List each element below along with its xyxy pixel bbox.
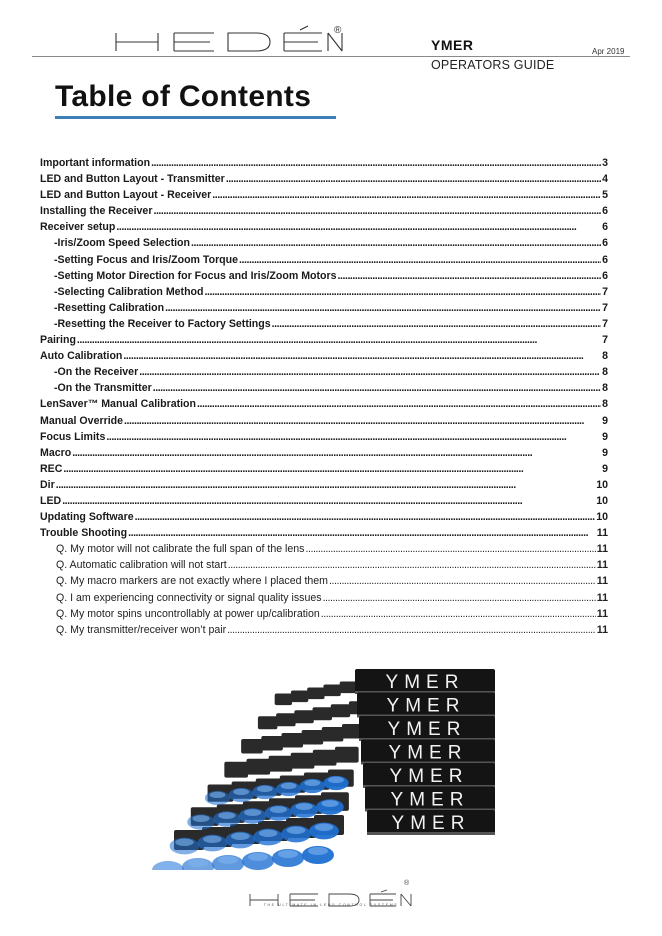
toc-entry[interactable] bbox=[40, 318, 608, 334]
toc-entry[interactable] bbox=[40, 559, 608, 575]
blue-knob-highlight bbox=[248, 853, 268, 861]
ymer-unit-back bbox=[340, 682, 357, 694]
toc-entry-label: Macro bbox=[40, 446, 72, 459]
toc-entry-label: Pairing bbox=[40, 334, 76, 347]
ymer-unit-label: YMER bbox=[385, 672, 465, 693]
toc-entry-page: 8 bbox=[602, 398, 608, 411]
toc-dot-leader bbox=[228, 559, 596, 571]
blue-knob-highlight bbox=[210, 792, 226, 798]
toc-dot-leader bbox=[72, 447, 601, 459]
toc-entry-label: REC bbox=[40, 462, 63, 475]
toc-dot-leader bbox=[165, 302, 601, 314]
toc-entry[interactable] bbox=[40, 334, 608, 350]
toc-entry[interactable] bbox=[40, 543, 608, 559]
toc-dot-leader bbox=[321, 608, 596, 620]
toc-entry-label: -Setting Motor Direction for Focus and Iris/Zoom Motors bbox=[54, 269, 337, 282]
toc-entry[interactable] bbox=[40, 608, 608, 624]
ymer-unit-back bbox=[224, 762, 248, 778]
toc-entry[interactable] bbox=[40, 592, 608, 608]
toc-entry[interactable] bbox=[40, 415, 608, 431]
toc-dot-leader bbox=[106, 431, 601, 443]
toc-entry[interactable] bbox=[40, 189, 608, 205]
toc-dot-leader bbox=[227, 624, 596, 636]
ymer-unit-back bbox=[276, 713, 296, 726]
ymer-unit-back bbox=[302, 730, 324, 744]
blue-knob-highlight bbox=[257, 786, 273, 792]
blue-knob-highlight bbox=[296, 803, 313, 810]
ymer-product-image bbox=[118, 658, 543, 870]
toc-entry-page: 9 bbox=[602, 446, 608, 459]
registered-mark-bottom: ® bbox=[404, 880, 410, 887]
toc-entry-page: 7 bbox=[602, 285, 608, 298]
header-divider bbox=[32, 56, 630, 57]
toc-entry[interactable] bbox=[40, 575, 608, 591]
toc-dot-leader bbox=[338, 270, 602, 282]
toc-entry-page: 11 bbox=[596, 607, 608, 620]
toc-dot-leader bbox=[323, 592, 596, 604]
toc-entry-label: Q. Automatic calibration will not start bbox=[56, 559, 227, 572]
heden-logo-top bbox=[114, 24, 346, 56]
doc-subtitle: OPERATORS GUIDE bbox=[431, 58, 555, 72]
toc-entry-page: 9 bbox=[602, 462, 608, 475]
toc-dot-leader bbox=[62, 495, 595, 507]
toc-entry[interactable] bbox=[40, 431, 608, 447]
toc-entry[interactable] bbox=[40, 221, 608, 237]
toc-entry[interactable] bbox=[40, 157, 608, 173]
toc-dot-leader bbox=[139, 366, 601, 378]
ymer-unit-back bbox=[261, 736, 283, 750]
ymer-unit-label: YMER bbox=[386, 695, 466, 717]
toc-entry-label: Auto Calibration bbox=[40, 350, 123, 363]
toc-dot-leader bbox=[135, 511, 596, 523]
toc-dot-leader bbox=[329, 575, 596, 587]
toc-entry-label: -Resetting Calibration bbox=[54, 301, 165, 314]
footer-tagline: THE ULTIMATE IN LENS CONTROL SYSTEMS bbox=[263, 903, 399, 907]
toc-entry-page: 9 bbox=[602, 414, 608, 427]
toc-entry[interactable] bbox=[40, 366, 608, 382]
toc-entry-page: 11 bbox=[596, 559, 608, 572]
title-underline bbox=[55, 116, 336, 119]
ymer-unit-back bbox=[269, 756, 293, 772]
blue-knob-highlight bbox=[231, 833, 250, 840]
blue-knob-highlight bbox=[270, 806, 287, 813]
ymer-unit-back bbox=[313, 750, 337, 766]
ymer-unit-back bbox=[246, 759, 270, 775]
blue-knob-highlight bbox=[281, 783, 297, 789]
toc-entry[interactable] bbox=[40, 447, 608, 463]
ymer-unit-back bbox=[275, 694, 292, 706]
toc-dot-leader bbox=[191, 237, 601, 249]
toc-entry-label: -On the Receiver bbox=[54, 366, 139, 379]
ymer-unit-back bbox=[323, 685, 340, 697]
toc-dot-leader bbox=[197, 398, 601, 410]
blue-knob-highlight bbox=[278, 850, 298, 858]
doc-product-title: YMER bbox=[431, 37, 474, 53]
blue-knob-highlight bbox=[233, 789, 249, 795]
blue-knob-highlight bbox=[308, 847, 328, 855]
toc-entry-label: Q. My transmitter/receiver won’t pair bbox=[56, 623, 227, 636]
toc-entry[interactable] bbox=[40, 205, 608, 221]
toc-dot-leader bbox=[153, 205, 601, 217]
ymer-unit-back bbox=[313, 707, 333, 720]
toc-dot-leader bbox=[212, 189, 601, 201]
ymer-unit-back bbox=[291, 691, 308, 703]
toc-entry-page: 6 bbox=[602, 253, 608, 266]
toc-entry-label: Receiver setup bbox=[40, 221, 116, 234]
toc-entry[interactable] bbox=[40, 511, 608, 527]
toc-entry-label: Focus Limits bbox=[40, 430, 106, 443]
toc-entry-page: 6 bbox=[602, 237, 608, 250]
toc-entry-label: LED bbox=[40, 494, 62, 507]
blue-knob-highlight bbox=[259, 830, 278, 837]
blue-knob-highlight bbox=[315, 824, 334, 831]
toc-entry-label: LED and Button Layout - Transmitter bbox=[40, 173, 225, 186]
ymer-unit-back bbox=[258, 716, 278, 729]
blue-knob-highlight bbox=[244, 809, 261, 816]
toc-entry-page: 11 bbox=[596, 543, 608, 556]
toc-dot-leader bbox=[128, 527, 596, 539]
toc-entry-page: 11 bbox=[596, 527, 608, 540]
toc-entry-label: Q. I am experiencing connectivity or signal quality issues bbox=[56, 591, 322, 604]
toc-entry-label: Important information bbox=[40, 157, 151, 169]
toc-entry[interactable] bbox=[40, 624, 608, 640]
toc-dot-leader bbox=[77, 334, 601, 346]
blue-knob-highlight bbox=[304, 780, 320, 786]
toc-entry-page: 5 bbox=[602, 189, 608, 202]
toc-entry-page: 9 bbox=[602, 430, 608, 443]
toc-entry-label: -Selecting Calibration Method bbox=[54, 285, 204, 298]
toc-entry-page: 10 bbox=[596, 511, 608, 524]
registered-mark-top: ® bbox=[334, 25, 342, 36]
blue-knob-highlight bbox=[192, 815, 209, 822]
ymer-unit-label: YMER bbox=[391, 813, 471, 834]
toc-dot-leader bbox=[56, 479, 595, 491]
doc-date: Apr 2019 bbox=[592, 47, 625, 56]
toc-dot-leader bbox=[205, 286, 602, 298]
toc-dot-leader bbox=[124, 415, 601, 427]
toc-entry-label: Dir bbox=[40, 478, 55, 491]
toc-entry[interactable] bbox=[40, 479, 608, 495]
toc-entry-page: 7 bbox=[602, 334, 608, 347]
ymer-unit-back bbox=[241, 739, 263, 753]
ymer-unit-back bbox=[281, 733, 303, 747]
toc-entry[interactable] bbox=[40, 237, 608, 253]
toc-entry-label: -Resetting the Receiver to Factory Settings bbox=[54, 317, 271, 330]
toc-entry-page: 11 bbox=[596, 623, 608, 636]
blue-knob-highlight bbox=[203, 836, 222, 843]
toc-dot-leader bbox=[239, 254, 601, 266]
toc-dot-leader bbox=[226, 173, 601, 185]
toc-entry[interactable] bbox=[40, 382, 608, 398]
toc-dot-leader bbox=[63, 463, 601, 475]
blue-knob-highlight bbox=[188, 859, 208, 867]
toc-entry-label: LenSaver™ Manual Calibration bbox=[40, 398, 196, 411]
blue-knob-highlight bbox=[287, 827, 306, 834]
toc-entry-label: Updating Software bbox=[40, 511, 134, 524]
toc-entry[interactable] bbox=[40, 495, 608, 511]
toc-entry-label: Installing the Receiver bbox=[40, 205, 153, 218]
toc-dot-leader bbox=[123, 350, 601, 362]
toc-entry[interactable] bbox=[40, 527, 608, 543]
toc-entry-label: -Setting Focus and Iris/Zoom Torque bbox=[54, 253, 239, 266]
ymer-unit-label: YMER bbox=[388, 742, 468, 764]
toc-dot-leader bbox=[116, 221, 601, 233]
ymer-unit-back bbox=[294, 710, 314, 723]
toc-dot-leader bbox=[153, 382, 601, 394]
toc-entry-label: Q. My motor will not calibrate the full span of the lens bbox=[56, 543, 305, 556]
blue-knob-highlight bbox=[321, 800, 338, 807]
toc-entry-label: Q. My motor spins uncontrollably at power up/calibration bbox=[56, 607, 320, 620]
toc-entry[interactable] bbox=[40, 270, 608, 286]
toc-entry[interactable] bbox=[40, 302, 608, 318]
ymer-unit-back bbox=[335, 747, 359, 763]
toc-entry-page: 10 bbox=[596, 494, 608, 507]
toc-entry[interactable] bbox=[40, 286, 608, 302]
toc-entry-page: 8 bbox=[602, 350, 608, 363]
toc-entry[interactable] bbox=[40, 173, 608, 189]
toc-entry-page: 4 bbox=[602, 173, 608, 186]
toc-entry-page: 8 bbox=[602, 382, 608, 395]
page-title: Table of Contents bbox=[55, 80, 312, 113]
table-of-contents bbox=[40, 157, 608, 640]
toc-dot-leader bbox=[305, 543, 595, 555]
ymer-unit-back bbox=[331, 704, 351, 717]
blue-knob-highlight bbox=[218, 856, 238, 864]
toc-entry[interactable] bbox=[40, 254, 608, 270]
blue-knob-highlight bbox=[175, 839, 194, 846]
ymer-unit-back bbox=[291, 753, 315, 769]
toc-entry-page: 7 bbox=[602, 301, 608, 314]
blue-knob-highlight bbox=[158, 862, 178, 870]
toc-entry-label: Manual Override bbox=[40, 414, 124, 427]
toc-entry-page: 11 bbox=[596, 591, 608, 604]
toc-entry[interactable] bbox=[40, 398, 608, 414]
toc-entry-page: 11 bbox=[596, 575, 608, 588]
toc-entry-page: 6 bbox=[602, 221, 608, 234]
toc-dot-leader bbox=[151, 157, 601, 169]
ymer-unit-label: YMER bbox=[387, 719, 467, 740]
ymer-unit-back bbox=[307, 688, 324, 700]
toc-entry-label: Q. My macro markers are not exactly where I placed them bbox=[56, 575, 329, 588]
toc-entry-page: 8 bbox=[602, 366, 608, 379]
toc-entry-page: 7 bbox=[602, 317, 608, 330]
toc-entry-page: 6 bbox=[602, 269, 608, 282]
toc-entry-page: 6 bbox=[602, 205, 608, 218]
blue-knob-highlight bbox=[218, 812, 235, 819]
toc-entry-page: 3 bbox=[602, 157, 608, 169]
ymer-unit-label: YMER bbox=[389, 766, 469, 787]
toc-entry-label: Trouble Shooting bbox=[40, 527, 128, 540]
toc-entry[interactable] bbox=[40, 463, 608, 479]
ymer-unit-label: YMER bbox=[390, 789, 470, 811]
toc-entry-label: -Iris/Zoom Speed Selection bbox=[54, 237, 190, 250]
heden-logo-bottom bbox=[248, 884, 414, 914]
toc-entry-page: 10 bbox=[596, 478, 608, 491]
toc-entry[interactable] bbox=[40, 350, 608, 366]
toc-entry-label: LED and Button Layout - Receiver bbox=[40, 189, 212, 202]
ymer-unit-back bbox=[322, 727, 344, 741]
toc-entry-label: -On the Transmitter bbox=[54, 382, 152, 395]
toc-dot-leader bbox=[272, 318, 601, 330]
blue-knob-highlight bbox=[328, 777, 344, 783]
